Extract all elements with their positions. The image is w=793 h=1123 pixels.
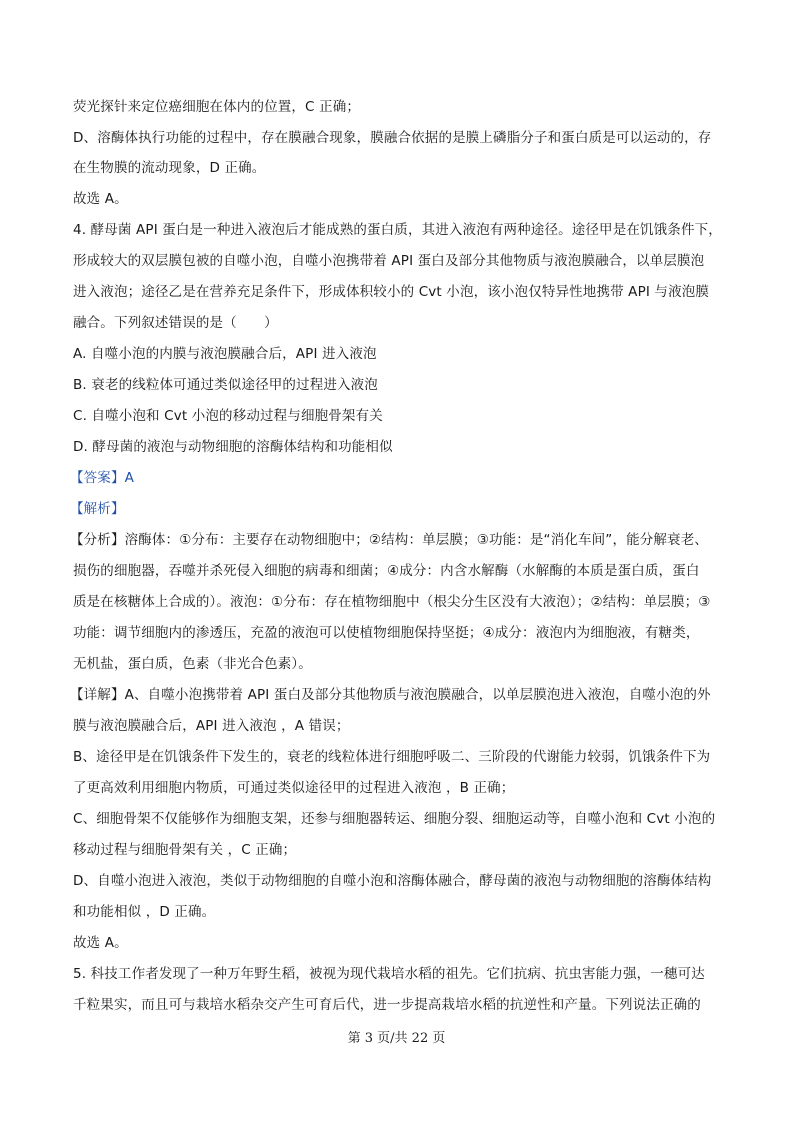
analysis-line-5: 无机盐，蛋白质，色素（非光合色素）。 <box>73 656 312 672</box>
question-4-line-4: 融合。下列叙述错误的是（ ） <box>73 315 278 331</box>
detail-line-7: D、自噬小泡进入液泡，类似于动物细胞的自噬小泡和溶酶体融合，酵母菌的液泡与动物细胞的溶酶体结构 <box>73 873 712 889</box>
analysis-label: 【解析】 <box>70 501 125 517</box>
detail-line-6: 移动过程与细胞骨架有关 ，C 正确； <box>73 842 297 858</box>
text-line-2: D、溶酶体执行功能的过程中，存在膜融合现象，膜融合依据的是膜上磷脂分子和蛋白质是可以运动的，存 <box>73 130 712 146</box>
analysis-line-2: 损伤的细胞器，吞噬并杀死侵入细胞的病毒和细菌；④成分：内含水解酶（水解酶的本质是蛋白质，蛋白 <box>73 563 700 579</box>
question-4-line-1: 4. 酵母菌 API 蛋白是一种进入液泡后才能成熟的蛋白质，其进入液泡有两种途径。途径甲是在饥饿条件下， <box>73 222 722 238</box>
detail-line-9: 故选 A。 <box>73 935 128 951</box>
question-5-line-1: 5. 科技工作者发现了一种万年野生稻，被视为现代栽培水稻的祖先。它们抗病、抗虫害能力强，一穗可达 <box>73 966 705 982</box>
page-number-footer: 第 3 页/共 22 页 <box>347 1031 446 1046</box>
detail-line-5: C、细胞骨架不仅能够作为细胞支架，还参与细胞器转运、细胞分裂、细胞运动等，自噬小泡和 Cvt 小泡的 <box>73 811 716 827</box>
analysis-line-4: 功能：调节细胞内的渗透压，充盈的液泡可以使植物细胞保持坚挺；④成分：液泡内为细胞液，有糖类， <box>73 625 700 641</box>
analysis-line-3: 质是在核糖体上合成的）。液泡：①分布：存在植物细胞中（根尖分生区没有大液泡）；②结构：单层膜；③ <box>73 594 711 610</box>
text-line-3: 在生物膜的流动现象，D 正确。 <box>73 160 266 176</box>
question-4-line-2: 形成较大的双层膜包被的自噬小泡，自噬小泡携带着 API 蛋白及部分其他物质与液泡膜融合，以单层膜泡 <box>73 253 705 269</box>
option-d: D. 酵母菌的液泡与动物细胞的溶酶体结构和功能相似 <box>73 439 393 455</box>
text-line-1: 荧光探针来定位癌细胞在体内的位置，C 正确； <box>73 99 361 115</box>
option-c: C. 自噬小泡和 Cvt 小泡的移动过程与细胞骨架有关 <box>73 408 383 424</box>
text-line-4: 故选 A。 <box>73 191 128 207</box>
answer-label: 【答案】A <box>70 470 134 486</box>
analysis-line-1: 【分析】溶酶体：①分布：主要存在动物细胞中；②结构：单层膜；③功能：是“消化车间”，能分解衰老、 <box>70 532 708 548</box>
detail-line-4: 了更高效利用细胞内物质，可通过类似途径甲的过程进入液泡 ，B 正确； <box>73 780 515 796</box>
detail-line-1: 【详解】A、自噬小泡携带着 API 蛋白及部分其他物质与液泡膜融合，以单层膜泡进入液泡，自噬小泡的外 <box>70 687 711 703</box>
detail-line-8: 和功能相似 ，D 正确。 <box>73 904 216 920</box>
option-a: A. 自噬小泡的内膜与液泡膜融合后，API 进入液泡 <box>73 346 377 362</box>
detail-line-3: B、途径甲是在饥饿条件下发生的，衰老的线粒体进行细胞呼吸二、三阶段的代谢能力较弱，饥饿条件下为 <box>73 749 711 765</box>
option-b: B. 衰老的线粒体可通过类似途径甲的过程进入液泡 <box>73 377 378 393</box>
question-4-line-3: 进入液泡；途径乙是在营养充足条件下，形成体积较小的 Cvt 小泡，该小泡仅特异性地携带 API 与液泡膜 <box>73 284 710 300</box>
question-5-line-2: 千粒果实，而且可与栽培水稻杂交产生可育后代，进一步提高栽培水稻的抗逆性和产量。下列说法正确的 <box>73 997 701 1013</box>
detail-line-2: 膜与液泡膜融合后，API 进入液泡 ，A 错误； <box>73 718 350 734</box>
